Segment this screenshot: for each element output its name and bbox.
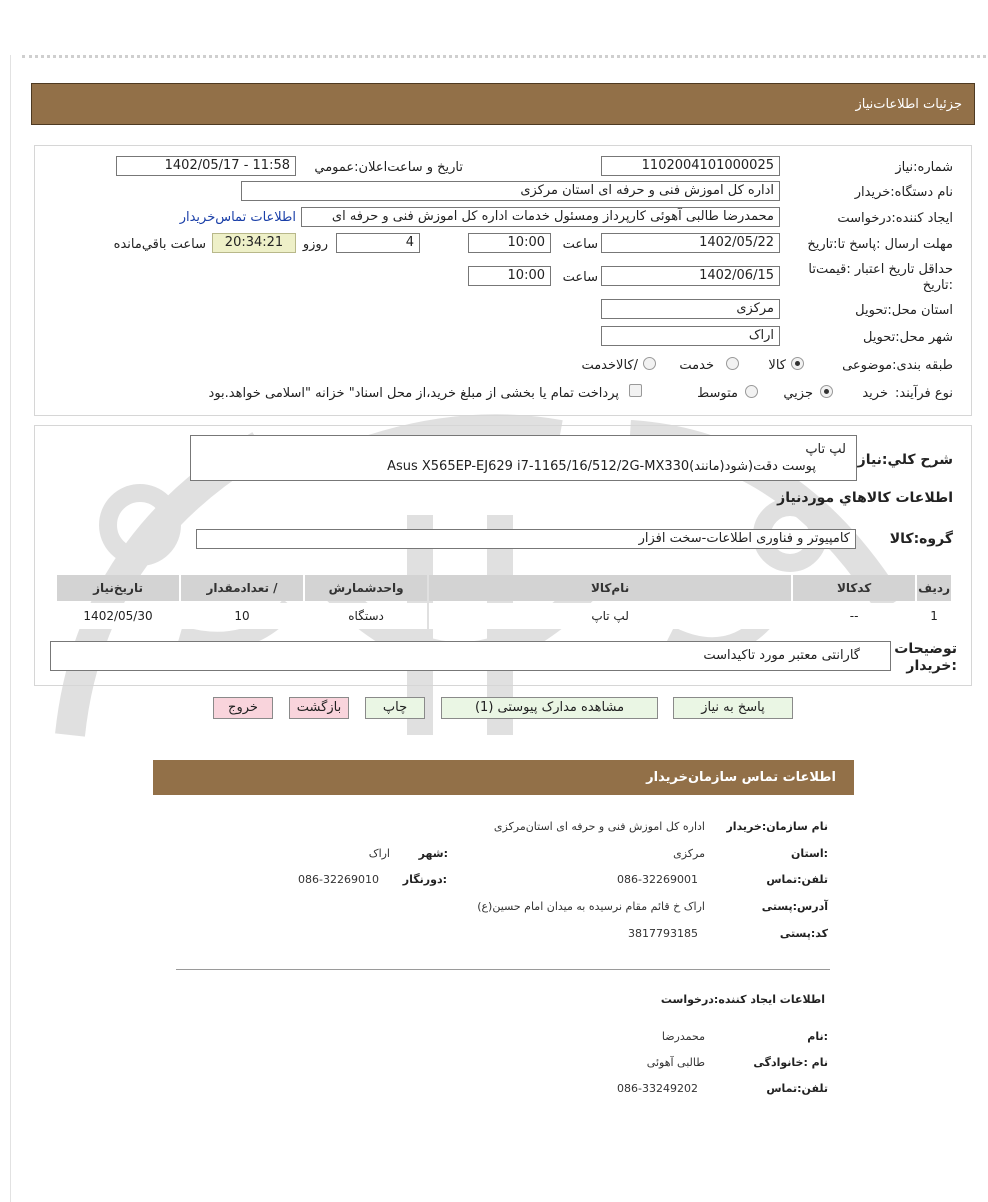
creator-label: ايجاد كننده:درخواست: [837, 211, 953, 226]
process-medium-radio[interactable]: [745, 385, 758, 398]
contact-address-label: آدرس:پستی: [761, 900, 828, 913]
contact-city-value: اراک: [368, 847, 390, 860]
category-both-radio[interactable]: [643, 357, 656, 370]
col-name: نام‌كالا: [429, 575, 791, 601]
contact-org-value: اداره کل اموزش فنی و حرفه ای استان‌مرکزی: [493, 820, 705, 833]
description-label: شرح كلي:نياز: [857, 452, 953, 468]
validity-date-field: 1402/06/15: [601, 266, 780, 286]
category-service-radio[interactable]: [726, 357, 739, 370]
attachments-button[interactable]: مشاهده مدارک پيوستی (1): [441, 697, 658, 719]
treasury-payment-checkbox[interactable]: [629, 384, 642, 397]
cell-code: --: [793, 603, 915, 629]
contact-province-label: :استان: [791, 847, 828, 860]
group-label: گروه:كالا: [889, 531, 953, 547]
contact-city-label: :شهر: [418, 847, 448, 860]
col-quantity: / تعدادمقدار: [181, 575, 303, 601]
contact-phone-label: تلفن:تماس: [766, 873, 828, 886]
deadline-label: مهلت ارسال :پاسخ تا:تاريخ: [807, 237, 953, 252]
back-button[interactable]: بازگشت: [289, 697, 349, 719]
contact-title: اطلاعات تماس سازمان‌خريدار: [646, 770, 836, 785]
contact-postal-value: 3817793185: [628, 927, 698, 940]
process-buy-label: خريد: [862, 386, 888, 401]
reply-button[interactable]: پاسخ به نياز: [673, 697, 793, 719]
top-divider: [22, 55, 986, 58]
validity-time-field: 10:00: [468, 266, 551, 286]
process-label: نوع فرآيند:: [895, 386, 953, 401]
deadline-date-field: 1402/05/22: [601, 233, 780, 253]
col-code: كدكالا: [793, 575, 915, 601]
city-field: اراک: [601, 326, 780, 346]
contact-province-value: مرکزی: [673, 847, 705, 860]
creator-family-label: نام :خانوادگی: [753, 1056, 828, 1069]
exit-button[interactable]: خروج: [213, 697, 273, 719]
need-number-label: شماره:نياز: [895, 160, 953, 175]
announce-date-field: 1402/05/17 - 11:58: [116, 156, 296, 176]
deadline-time-word: ساعت: [562, 237, 598, 252]
cell-row: 1: [917, 603, 951, 629]
page-title: جزئيات اطلاعات‌نياز: [855, 97, 962, 112]
contact-org-label: نام سازمان:خريدار: [726, 820, 828, 833]
creator-phone-label: تلفن:تماس: [766, 1082, 828, 1095]
col-unit: واحدشمارش: [305, 575, 427, 601]
creator-name-label: :نام: [807, 1030, 828, 1043]
category-both-label: /كالاخدمت: [581, 358, 638, 373]
treasury-payment-note: پرداخت تمام يا بخشی از مبلغ خريد،از محل اسناد" خزانه "اسلامی خواهد.بود: [208, 386, 619, 401]
left-border: [10, 55, 11, 1202]
province-field: مرکزی: [601, 299, 780, 319]
buyer-org-label: نام دستگاه:خريدار: [854, 185, 953, 200]
description-line2: Asus X565EP-EJ629 i7-1165/16/512/2G-MX330(مانند)پوست دقت(شود: [387, 459, 816, 474]
process-minor-radio[interactable]: [820, 385, 833, 398]
creator-info-title: اطلاعات ايجاد كننده:درخواست: [660, 993, 825, 1006]
process-minor-label: جزيي: [783, 386, 813, 401]
creator-family-value: طالبی آهوئی: [646, 1056, 705, 1069]
buyer-contact-link[interactable]: اطلاعات تماس‌خريدار: [179, 210, 296, 225]
need-number-field: 1102004101000025: [601, 156, 780, 176]
deadline-time-field: 10:00: [468, 233, 551, 253]
validity-time-word: ساعت: [562, 270, 598, 285]
cell-name: لپ تاپ: [429, 603, 791, 629]
description-line1: لپ تاپ: [805, 442, 846, 457]
group-field: کامپيوتر و فناوری اطلاعات-سخت افزار: [196, 529, 856, 549]
contact-address-value: اراک خ قائم مقام نرسيده به ميدان امام حسين(ع): [477, 900, 705, 913]
province-label: استان محل:تحويل: [855, 303, 953, 318]
category-service-label: خدمت: [679, 358, 714, 373]
cell-quantity: 10: [181, 603, 303, 629]
countdown-timer: 20:34:21: [212, 233, 296, 253]
category-label: طبقه بندی:موضوعی: [842, 358, 953, 373]
cell-date: 1402/05/30: [57, 603, 179, 629]
buyer-notes-field: گارانتی معتبر مورد تاکيداست: [50, 641, 891, 671]
contact-divider: [176, 969, 830, 970]
validity-label-line2: :تاريخ: [922, 278, 953, 293]
city-label: شهر محل:تحويل: [863, 330, 953, 345]
items-table: [55, 573, 953, 631]
creator-name-value: محمدرضا: [661, 1030, 705, 1043]
contact-phone-value: 086-32269001: [617, 873, 698, 886]
col-row: رديف: [917, 575, 951, 601]
table-row: [57, 603, 951, 629]
category-goods-label: كالا: [768, 358, 786, 373]
announce-date-label: تاريخ و ساعت‌اعلان:عمومي: [314, 160, 463, 175]
buyer-notes-label-line2: :خريدار: [906, 658, 957, 674]
category-goods-radio[interactable]: [791, 357, 804, 370]
creator-field: محمدرضا طالبی آهوئی کارپرداز ومسئول خدمات اداره کل اموزش فنی و حرفه ای: [301, 207, 780, 227]
print-button[interactable]: چاپ: [365, 697, 425, 719]
cell-unit: دستگاه: [305, 603, 427, 629]
items-heading: اطلاعات كالاهاي موردنياز: [777, 490, 953, 506]
items-table-header: [57, 575, 951, 601]
contact-header: [153, 760, 854, 795]
contact-postal-label: كد:پستی: [779, 927, 828, 940]
page-header: [31, 83, 975, 125]
contact-fax-value: 086-32269010: [298, 873, 379, 886]
buyer-org-field: اداره کل اموزش فنی و حرفه ای استان مرکزی: [241, 181, 780, 201]
days-remaining-field: 4: [336, 233, 420, 253]
description-box: [190, 435, 857, 481]
days-word: روزو: [302, 237, 328, 252]
process-medium-label: متوسط: [697, 386, 738, 401]
creator-phone-value: 086-33249202: [617, 1082, 698, 1095]
col-date: تاريخ‌نياز: [57, 575, 179, 601]
buyer-notes-label-line1: توضيحات: [894, 641, 957, 657]
remaining-hours-label: ساعت باقي‌مانده: [113, 237, 206, 252]
contact-fax-label: :دورنگار: [402, 873, 447, 886]
validity-label-line1: حداقل تاريخ اعتبار :قيمت‌تا: [808, 262, 953, 277]
